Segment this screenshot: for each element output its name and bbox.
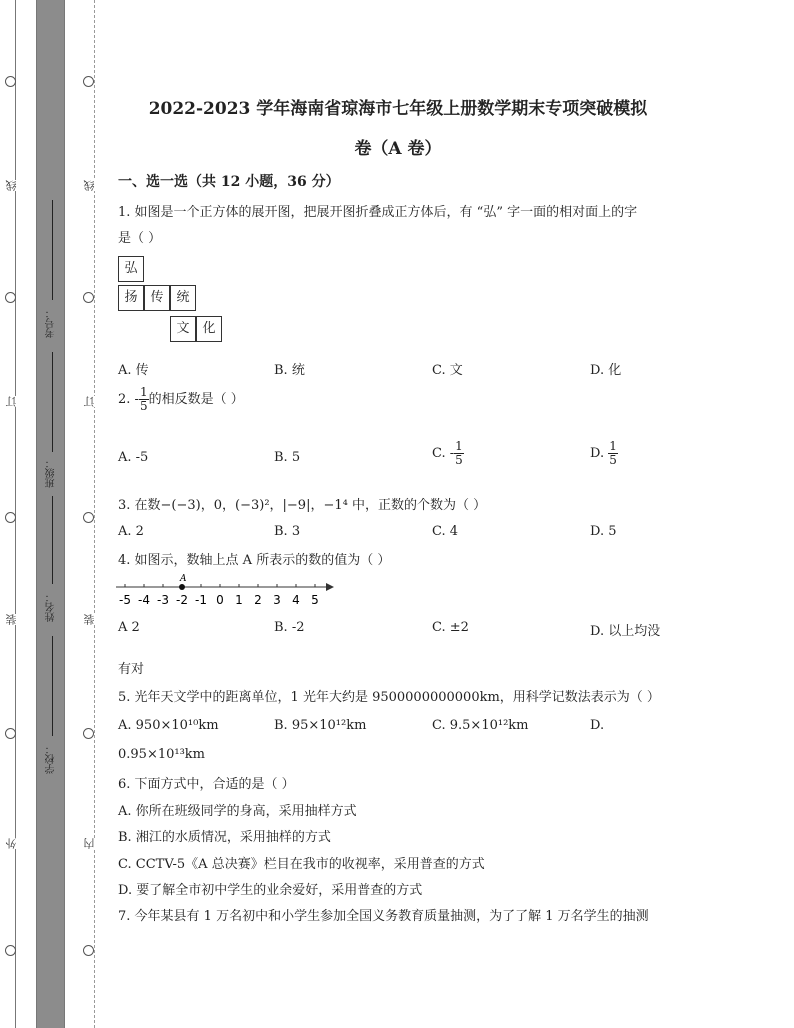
q3-option-b: B. 3 [274, 524, 301, 539]
question-4-text: 4. 如图示，数轴上点 A 所表示的数的值为（ ） [118, 553, 391, 568]
section-heading: 一、选一选（共 12 小题，36 分） [118, 174, 340, 190]
binding-strip [36, 0, 64, 1028]
q2-option-c: C. - $\frac{1}{5}$ [432, 439, 463, 467]
question-6-text: 6. 下面方式中，合适的是（ ） [118, 777, 295, 792]
number-line-tick-label: -5 [119, 593, 131, 607]
punch-hole [83, 728, 94, 739]
margin-label-zhuang: 装 [5, 614, 18, 625]
q3-option-d: D. 5 [590, 524, 617, 539]
number-line-tick-label: -2 [176, 593, 188, 607]
net-cell: 化 [196, 316, 222, 342]
q2-option-d: D. $\frac{1}{5}$ [590, 439, 617, 467]
q6-option-b: B. 湘江的水质情况，采用抽样的方式 [118, 830, 331, 845]
number-line-tick-label: 2 [254, 593, 262, 607]
q5-option-a: A. 950×10¹⁰km [118, 718, 219, 733]
q5-option-d-value: 0.95×10¹³km [118, 747, 206, 762]
q3-option-a: A. 2 [118, 524, 144, 539]
question-7-text: 7. 今年某县有 1 万名初中和小学生参加全国义务教育质量抽测，为了了解 1 万名学生的抽测 [118, 909, 649, 924]
q5-option-c: C. 9.5×10¹²km [432, 718, 529, 733]
field-underline [52, 200, 53, 300]
punch-hole [83, 76, 94, 87]
number-line-tick-label: 1 [235, 593, 243, 607]
q6-option-d: D. 要了解全市初中学生的业余爱好，采用普查的方式 [118, 883, 423, 898]
number-line [112, 570, 342, 612]
field-name: 姓名： [46, 592, 57, 622]
punch-hole [5, 945, 16, 956]
fraction: $\frac{1}{5}$ [455, 439, 463, 467]
page-title-line1: 2022-2023 学年海南省琼海市七年级上册数学期末专项突破模拟 [148, 99, 648, 119]
punch-hole [5, 292, 16, 303]
field-underline [52, 496, 53, 584]
cut-line-inner [94, 0, 95, 1028]
q4-option-c: C. ±2 [432, 620, 469, 635]
point-a-label: A [180, 574, 187, 584]
q5-option-d: D. [590, 718, 605, 733]
q3-option-c: C. 4 [432, 524, 459, 539]
q2-option-a: A. -5 [118, 450, 149, 465]
margin-label-line-inner: 线 [83, 180, 96, 191]
field-exam-number: 考号： [46, 308, 57, 338]
q4-option-a: A 2 [118, 620, 140, 635]
q1-option-d: D. 化 [590, 363, 622, 378]
punch-hole [5, 728, 16, 739]
margin-label-zhuang-inner: 装 [83, 614, 96, 625]
q6-option-c: C. CCTV-5《A 总决赛》栏目在我市的收视率，采用普查的方式 [118, 857, 485, 872]
question-1-text-cont: 是（ ） [118, 231, 162, 246]
net-cell: 弘 [118, 256, 144, 282]
q1-option-a: A. 传 [118, 363, 149, 378]
number-line-tick-label: 4 [292, 593, 300, 607]
punch-hole [83, 945, 94, 956]
number-line-tick-label: -4 [138, 593, 150, 607]
question-2-text [118, 386, 244, 413]
margin-label-ding: 订 [5, 396, 18, 407]
q6-option-a: A. 你所在班级同学的身高，采用抽样方式 [118, 804, 357, 819]
q2-option-b: B. 5 [274, 450, 301, 465]
q4-option-d: D. 以上均没 [590, 624, 661, 639]
q2-suffix: 的相反数是（ ） [148, 392, 244, 407]
q4-option-b: B. -2 [274, 620, 305, 635]
q5-option-b: B. 95×10¹²km [274, 718, 367, 733]
net-cell: 文 [170, 316, 196, 342]
number-line-tick-label: 3 [273, 593, 281, 607]
number-line-tick-label: 0 [216, 593, 224, 607]
point-a [179, 584, 185, 590]
fraction: $\frac{1}{5}$ [139, 385, 148, 413]
punch-hole [83, 292, 94, 303]
punch-hole [5, 512, 16, 523]
q2-prefix: 2. - [118, 392, 139, 407]
question-1-text: 1. 如图是一个正方体的展开图，把展开图折叠成正方体后，有 “弘” 字一面的相对面上的字 [118, 205, 638, 220]
field-school: 学校： [46, 744, 57, 774]
field-underline [52, 636, 53, 736]
margin-label-wai: 外 [5, 838, 18, 849]
number-line-tick-label: -3 [157, 593, 169, 607]
field-underline [52, 352, 53, 452]
margin-label-line: 线 [5, 180, 18, 191]
margin-label-ding-inner: 订 [83, 396, 96, 407]
strip-edge-left [36, 0, 37, 1028]
number-line-tick-label: -1 [195, 593, 207, 607]
q4-option-d-cont: 有对 [118, 662, 145, 677]
net-cell: 扬 [118, 285, 144, 311]
page-title-line2: 卷（A 卷） [354, 139, 442, 159]
punch-hole [83, 512, 94, 523]
fraction: $\frac{1}{5}$ [609, 439, 617, 467]
net-cell: 传 [144, 285, 170, 311]
number-line-tick-label: 5 [311, 593, 319, 607]
question-5-text: 5. 光年天文学中的距离单位，1 光年大约是 9500000000000km，用科学记数法表示为（ ） [118, 690, 660, 705]
q1-option-c: C. 文 [432, 363, 463, 378]
strip-edge-right [64, 0, 65, 1028]
q1-option-b: B. 统 [274, 363, 305, 378]
net-cell: 统 [170, 285, 196, 311]
margin-label-nei: 内 [83, 838, 96, 849]
field-class: 班级： [46, 458, 57, 488]
punch-hole [5, 76, 16, 87]
question-3-text: 3. 在数−(−3)，0，(−3)²，|−9|，−1⁴ 中，正数的个数为（ ） [118, 498, 487, 513]
